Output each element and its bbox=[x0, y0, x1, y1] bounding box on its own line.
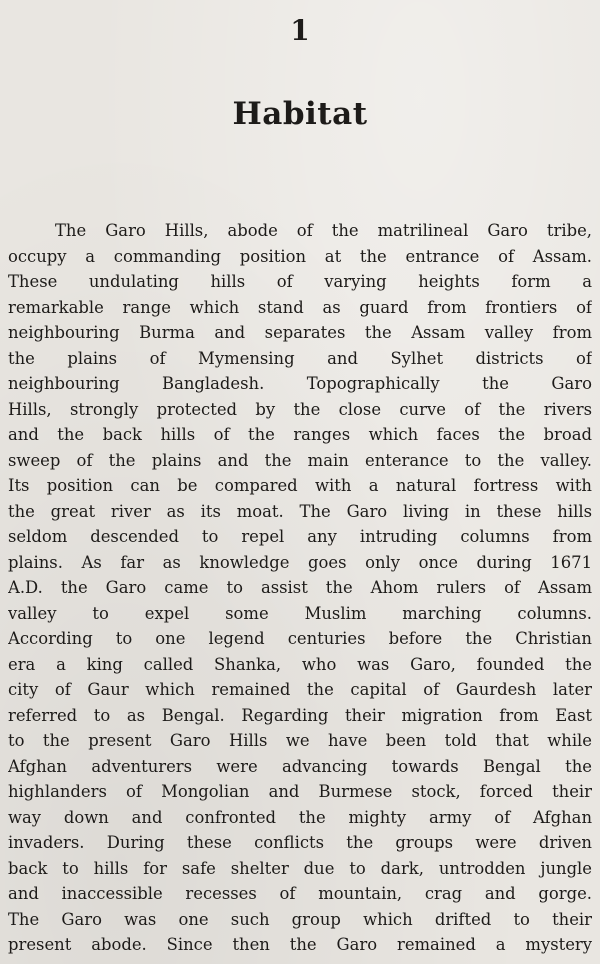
text-line: sweep of the plains and the main enterance to the valley. bbox=[8, 450, 592, 470]
text-line: Hills, strongly protected by the close curve of the rivers bbox=[8, 399, 592, 419]
text-line: The Garo Hills, abode of the matrilineal Garo tribe, bbox=[55, 221, 592, 240]
text-line: Its position can be compared with a natural fortress with bbox=[8, 476, 592, 495]
text-line: invaders. During these conflicts the groups were driven bbox=[8, 833, 592, 852]
text-line: and the back hills of the ranges which faces the broad bbox=[8, 425, 592, 444]
text-line: highlanders of Mongolian and Burmese stock, forced their bbox=[8, 782, 592, 801]
text-line: The Garo was one such group which drifted to their bbox=[8, 909, 592, 929]
text-line: A.D. the Garo came to assist the Ahom rulers of Assam bbox=[8, 578, 592, 597]
chapter-number: 1 bbox=[290, 14, 310, 47]
text-line: Afghan adventurers were advancing towards Bengal the bbox=[8, 756, 592, 776]
text-line: occupy a commanding position at the entrance of Assam. bbox=[8, 246, 592, 266]
text-line: According to one legend centuries before the Christian bbox=[8, 629, 592, 648]
chapter-title: Habitat bbox=[232, 96, 368, 132]
text-line: plains. As far as knowledge goes only once during 1671 bbox=[8, 552, 592, 572]
text-line: valley to expel some Muslim marching columns. bbox=[8, 603, 592, 623]
text-line: to the present Garo Hills we have been told that while bbox=[8, 731, 592, 750]
text-line: and inaccessible recesses of mountain, crag and gorge. bbox=[8, 884, 592, 903]
text-line: referred to as Bengal. Regarding their migration from East bbox=[8, 705, 592, 725]
text-line: seldom descended to repel any intruding columns from bbox=[8, 527, 592, 546]
text-line: These undulating hills of varying heights form a bbox=[8, 272, 592, 291]
body-paragraph bbox=[8, 218, 592, 958]
text-line: neighbouring Bangladesh. Topographically the Garo bbox=[8, 374, 592, 393]
text-line: neighbouring Burma and separates the Assam valley from bbox=[8, 323, 592, 342]
text-line: present abode. Since then the Garo remained a mystery bbox=[8, 935, 592, 954]
text-line: the plains of Mymensing and Sylhet districts of bbox=[8, 348, 592, 368]
text-line: the great river as its moat. The Garo living in these hills bbox=[8, 501, 592, 521]
text-line: era a king called Shanka, who was Garo, founded the bbox=[8, 654, 592, 674]
text-line: city of Gaur which remained the capital of Gaurdesh later bbox=[8, 680, 592, 699]
text-line: remarkable range which stand as guard from frontiers of bbox=[8, 297, 592, 317]
text-line: way down and confronted the mighty army of Afghan bbox=[8, 807, 592, 827]
text-line: back to hills for safe shelter due to dark, untrodden jungle bbox=[8, 858, 592, 878]
